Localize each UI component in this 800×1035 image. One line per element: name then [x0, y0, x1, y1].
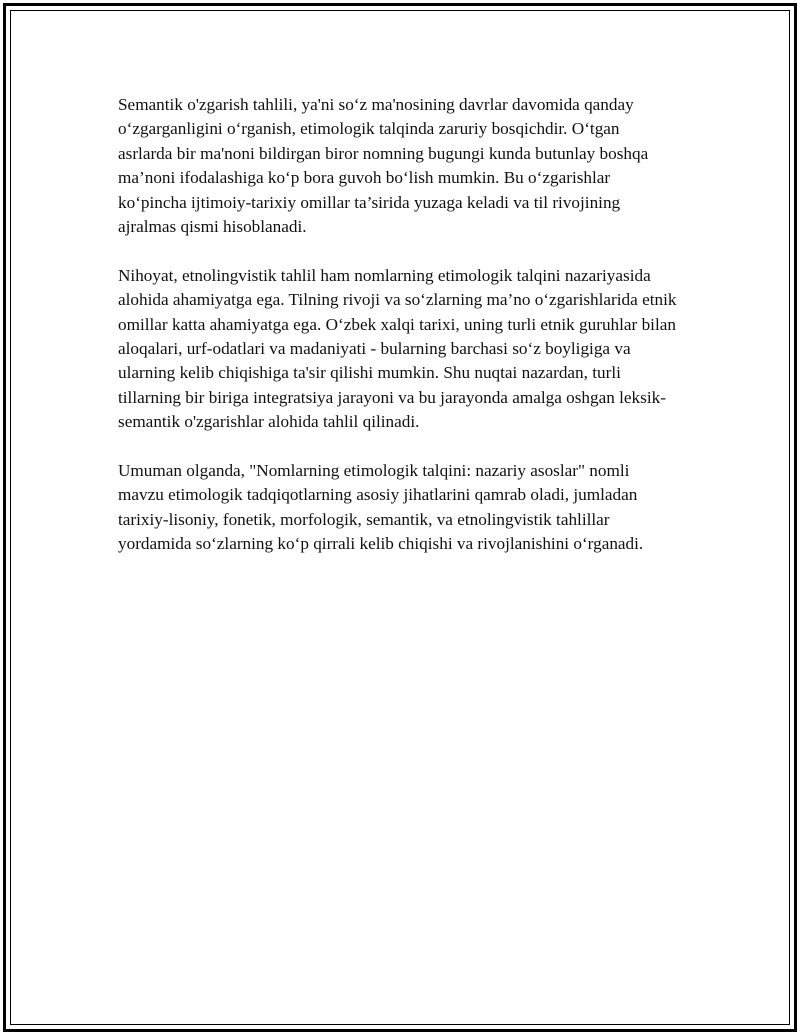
paragraph-semantic-change: Semantik o'zgarish tahlili, ya'ni so‘z ma'nosining davrlar davomida qanday o‘zgarganligini o‘rganish, etimologik talqinda zaruriy bosqichdir. O‘tgan asrlarda bir ma'noni bildirgan biror nomning bugungi kunda butunlay boshqa ma’noni ifodalashiga ko‘p bora guvoh bo‘lish mumkin. Bu o‘zgarishlar ko‘pincha ijtimoiy-tarixiy omillar ta’sirida yuzaga keladi va til rivojining ajralmas qismi hisoblanadi. [118, 95, 649, 237]
document-body [118, 93, 678, 581]
paragraph-conclusion: Umuman olganda, "Nomlarning etimologik talqini: nazariy asoslar" nomli mavzu etimologik tadqiqotlarning asosiy jihatlarini qamrab oladi, jumladan tarixiy-lisoniy, fonetik, morfologik, semantik, va etnolingvistik tahlillar yordamida so‘zlarning ko‘p qirrali kelib chiqishi va rivojlanishini o‘rganadi. [118, 461, 644, 554]
paragraph-ethnolinguistic: Nihoyat, etnolingvistik tahlil ham nomlarning etimologik talqini nazariyasida alohida ahamiyatga ega. Tilning rivoji va so‘zlarning ma’no o‘zgarishlarida etnik omillar katta ahamiyatga ega. O‘zbek xalqi tarixi, uning turli etnik guruhlar bilan aloqalari, urf-odatlari va madaniyati - bularning barchasi so‘z boyligiga va ularning kelib chiqishiga ta'sir qilishi mumkin. Shu nuqtai nazardan, turli tillarning bir biriga integratsiya jarayoni va bu jarayonda amalga oshgan leksik-semantik o'zgarishlar alohida tahlil qilinadi. [118, 265, 677, 432]
